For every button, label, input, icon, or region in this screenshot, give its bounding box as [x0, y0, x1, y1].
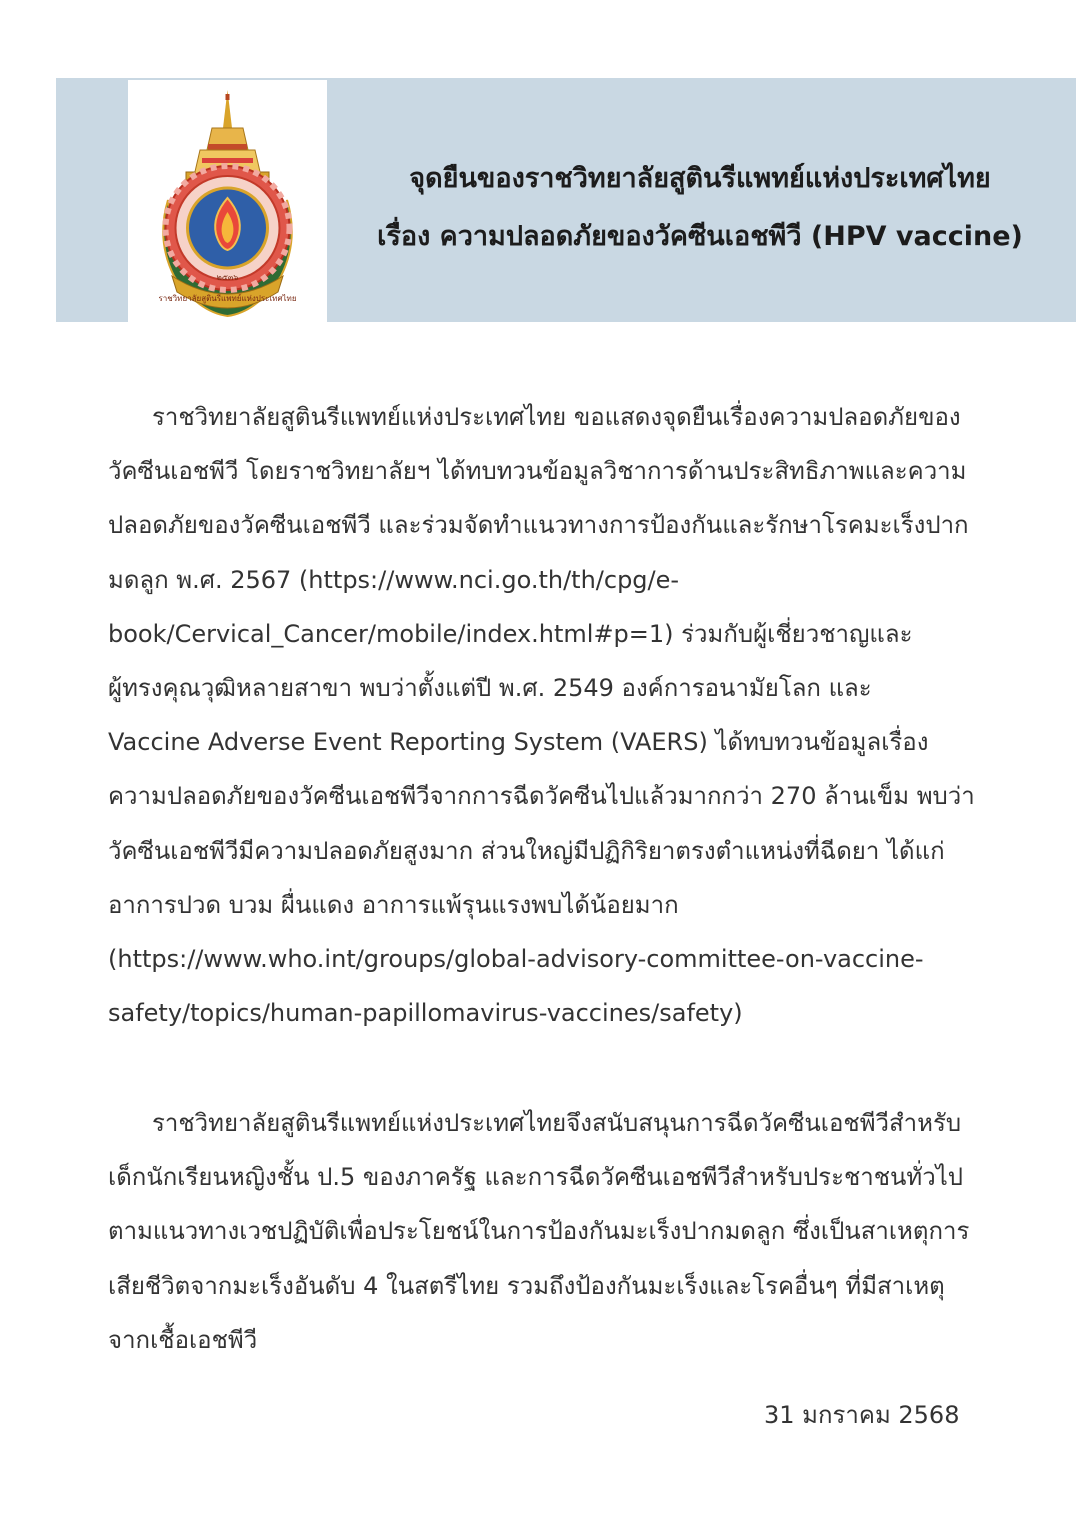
document-title: [340, 150, 1060, 266]
seal-year-text: ๒๕๓๖: [216, 273, 239, 282]
paragraph-line: ความปลอดภัยของวัคซีนเอชพีวีจากการฉีดวัคซีนไปแล้วมากกว่า 270 ล้านเข็ม พบว่า: [108, 782, 975, 811]
paragraph-line: จากเชื้อเอชพีวี: [108, 1325, 258, 1354]
paragraph-2: [108, 1096, 1008, 1367]
paragraph-line: ตามแนวทางเวชปฏิบัติเพื่อประโยชน์ในการป้องกันมะเร็งปากมดลูก ซึ่งเป็นสาเหตุการ: [108, 1217, 970, 1246]
paragraph-line: วัคซีนเอชพีวี โดยราชวิทยาลัยฯ ได้ทบทวนข้อมูลวิชาการด้านประสิทธิภาพและความ: [108, 457, 967, 486]
college-logo: [128, 80, 327, 322]
seal-ribbon-text: ราชวิทยาลัยสูตินรีแพทย์แห่งประเทศไทย: [158, 294, 297, 303]
college-seal-emblem-icon: [128, 80, 327, 322]
paragraph-line: วัคซีนเอชพีวีมีความปลอดภัยสูงมาก ส่วนใหญ่มีปฏิกิริยาตรงตำแหน่งที่ฉีดยา ได้แก่: [108, 836, 945, 865]
paragraph-line-who-link[interactable]: (https://www.who.int/groups/global-advisory-committee-on-vaccine-: [108, 945, 924, 974]
paragraph-line-nci-link[interactable]: มดลูก พ.ศ. 2567 (https://www.nci.go.th/th/cpg/e-: [108, 565, 680, 594]
paragraph-line: เสียชีวิตจากมะเร็งอันดับ 4 ในสตรีไทย รวมถึงป้องกันมะเร็งและโรคอื่นๆ ที่มีสาเหตุ: [108, 1271, 945, 1300]
document-date: 31 มกราคม 2568: [764, 1401, 960, 1429]
paragraph-line: Vaccine Adverse Event Reporting System (VAERS) ได้ทบทวนข้อมูลเรื่อง: [108, 728, 929, 757]
paragraph-1: [108, 390, 1008, 1040]
paragraph-line-nci-link[interactable]: book/Cervical_Cancer/mobile/index.html#p=1) ร่วมกับผู้เชี่ยวชาญและ: [108, 619, 913, 648]
paragraph-line: เด็กนักเรียนหญิงชั้น ป.5 ของภาครัฐ และการฉีดวัคซีนเอชพีวีสำหรับประชาชนทั่วไป: [108, 1163, 964, 1192]
paragraph-line: อาการปวด บวม ผื่นแดง อาการแพ้รุนแรงพบได้น้อยมาก: [108, 890, 679, 919]
paragraph-line: ราชวิทยาลัยสูตินรีแพทย์แห่งประเทศไทยจึงสนับสนุนการฉีดวัคซีนเอชพีวีสำหรับ: [152, 1109, 962, 1137]
title-line-1: จุดยืนของราชวิทยาลัยสูตินรีแพทย์แห่งประเทศไทย: [409, 163, 991, 194]
paragraph-line-who-link[interactable]: safety/topics/human-papillomavirus-vaccines/safety): [108, 999, 743, 1028]
paragraph-line: ผู้ทรงคุณวุฒิหลายสาขา พบว่าตั้งแต่ปี พ.ศ. 2549 องค์การอนามัยโลก และ: [108, 674, 872, 703]
title-line-2: เรื่อง ความปลอดภัยของวัคซีนเอชพีวี (HPV vaccine): [377, 221, 1023, 252]
paragraph-line: ราชวิทยาลัยสูตินรีแพทย์แห่งประเทศไทย ขอแสดงจุดยืนเรื่องความปลอดภัยของ: [152, 403, 961, 431]
paragraph-line: ปลอดภัยของวัคซีนเอชพีวี และร่วมจัดทำแนวทางการป้องกันและรักษาโรคมะเร็งปาก: [108, 511, 969, 540]
